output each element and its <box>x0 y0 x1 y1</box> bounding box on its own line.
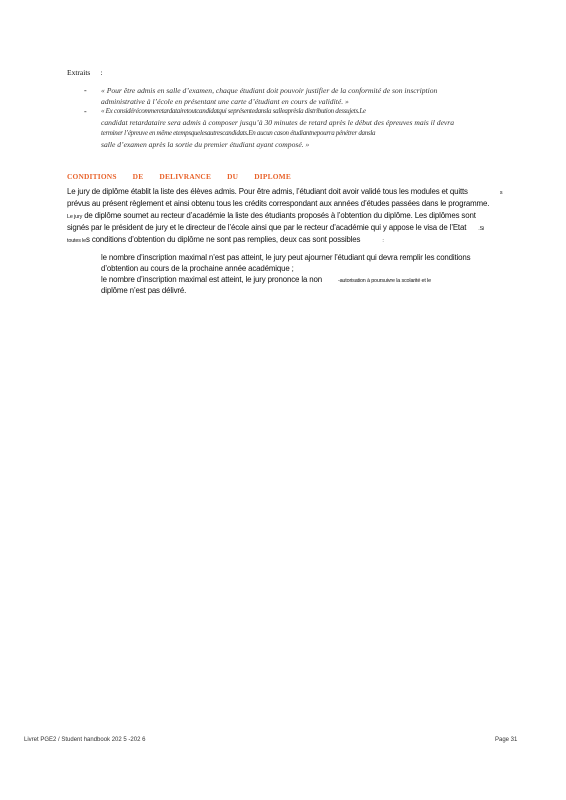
quote-1-dash: - <box>84 86 87 95</box>
body-line-2: prévus au présent règlement et ainsi obtenu tous les crédits correspondant aux années d’études passées dans le programme. <box>67 199 490 208</box>
body-line-5-tail: : <box>382 238 384 244</box>
bullet-2-line-1-text: le nombre d’inscription maximal est atteint, le jury prononce la non <box>101 275 322 284</box>
bullet-2-line-1 <box>101 275 431 284</box>
bullet-1-line-2: d’obtention au cours de la prochaine année académique ; <box>101 264 294 273</box>
quote-1-line-1: « Pour être admis en salle d’examen, chaque étudiant doit pouvoir justifier de la conformité de son inscription <box>101 86 438 95</box>
body-line-3-text: de diplôme soumet au recteur d’académie la liste des étudiants proposés à l’obtention du diplôme. Les diplômes sont <box>84 211 476 220</box>
footer-left: Livret PGE2 / Student handbook 202 5 -202 6 <box>24 737 146 743</box>
body-line-3 <box>67 211 476 220</box>
body-line-4-tail: .Si <box>478 226 485 232</box>
body-line-5-text: s conditions d’obtention du diplôme ne sont pas remplies, deux cas sont possibles <box>86 235 361 244</box>
body-line-5 <box>67 235 384 244</box>
body-line-1 <box>67 187 502 196</box>
extraits-label: Extraits : <box>67 68 103 77</box>
section-heading: CONDITIONS DE DELIVRANCE DU DIPLOME <box>67 172 291 181</box>
quote-1-line-2: administrative à l’école en présentant une carte d’étudiant en cours de validité. » <box>101 97 349 106</box>
quote-2-dash: - <box>84 107 87 116</box>
body-line-3-head: Le jury <box>67 214 83 220</box>
bullet-2-line-1-tail: -autorisation à poursuivre la scolarité et le <box>337 278 431 284</box>
body-line-1-tail: s <box>499 190 503 196</box>
quote-2-line-3: terminer l’épreuve en même etempsquelesautrescandidats.En aucun cason étudiantnepourra pénétrer dansla <box>101 129 376 137</box>
body-line-5-head: toutes le <box>67 238 87 244</box>
body-line-4 <box>67 223 484 232</box>
quote-2-line-2: candidat retardataire sera admis à composer jusqu’à 30 minutes de retard après le début des épreuves mais il devra <box>101 118 455 127</box>
body-line-1-text: Le jury de diplôme établit la liste des élèves admis. Pour être admis, l’étudiant doit avoir validé tous les modules et quitts <box>67 187 468 196</box>
bullet-2-line-2: diplôme n’est pas délivré. <box>101 286 187 295</box>
body-line-4-text: signés par le président de jury et le directeur de l’école ainsi que par le recteur d’académie qui y appose le visa de l’Etat <box>67 223 467 232</box>
footer-page-number: Page 31 <box>495 737 518 743</box>
quote-2-line-4: salle d’examen après la sortie du premier étudiant ayant composé. » <box>101 140 310 149</box>
bullet-1-line-1: le nombre d’inscription maximal n’est pas atteint, le jury peut ajourner l’étudiant qui devra remplir les conditions <box>101 253 471 262</box>
quote-2-line-1: « Ex considérécommeretardatairetoutcandidatqui seprésentedansla salleaprèsla distribution dessujets.Le <box>101 107 366 115</box>
